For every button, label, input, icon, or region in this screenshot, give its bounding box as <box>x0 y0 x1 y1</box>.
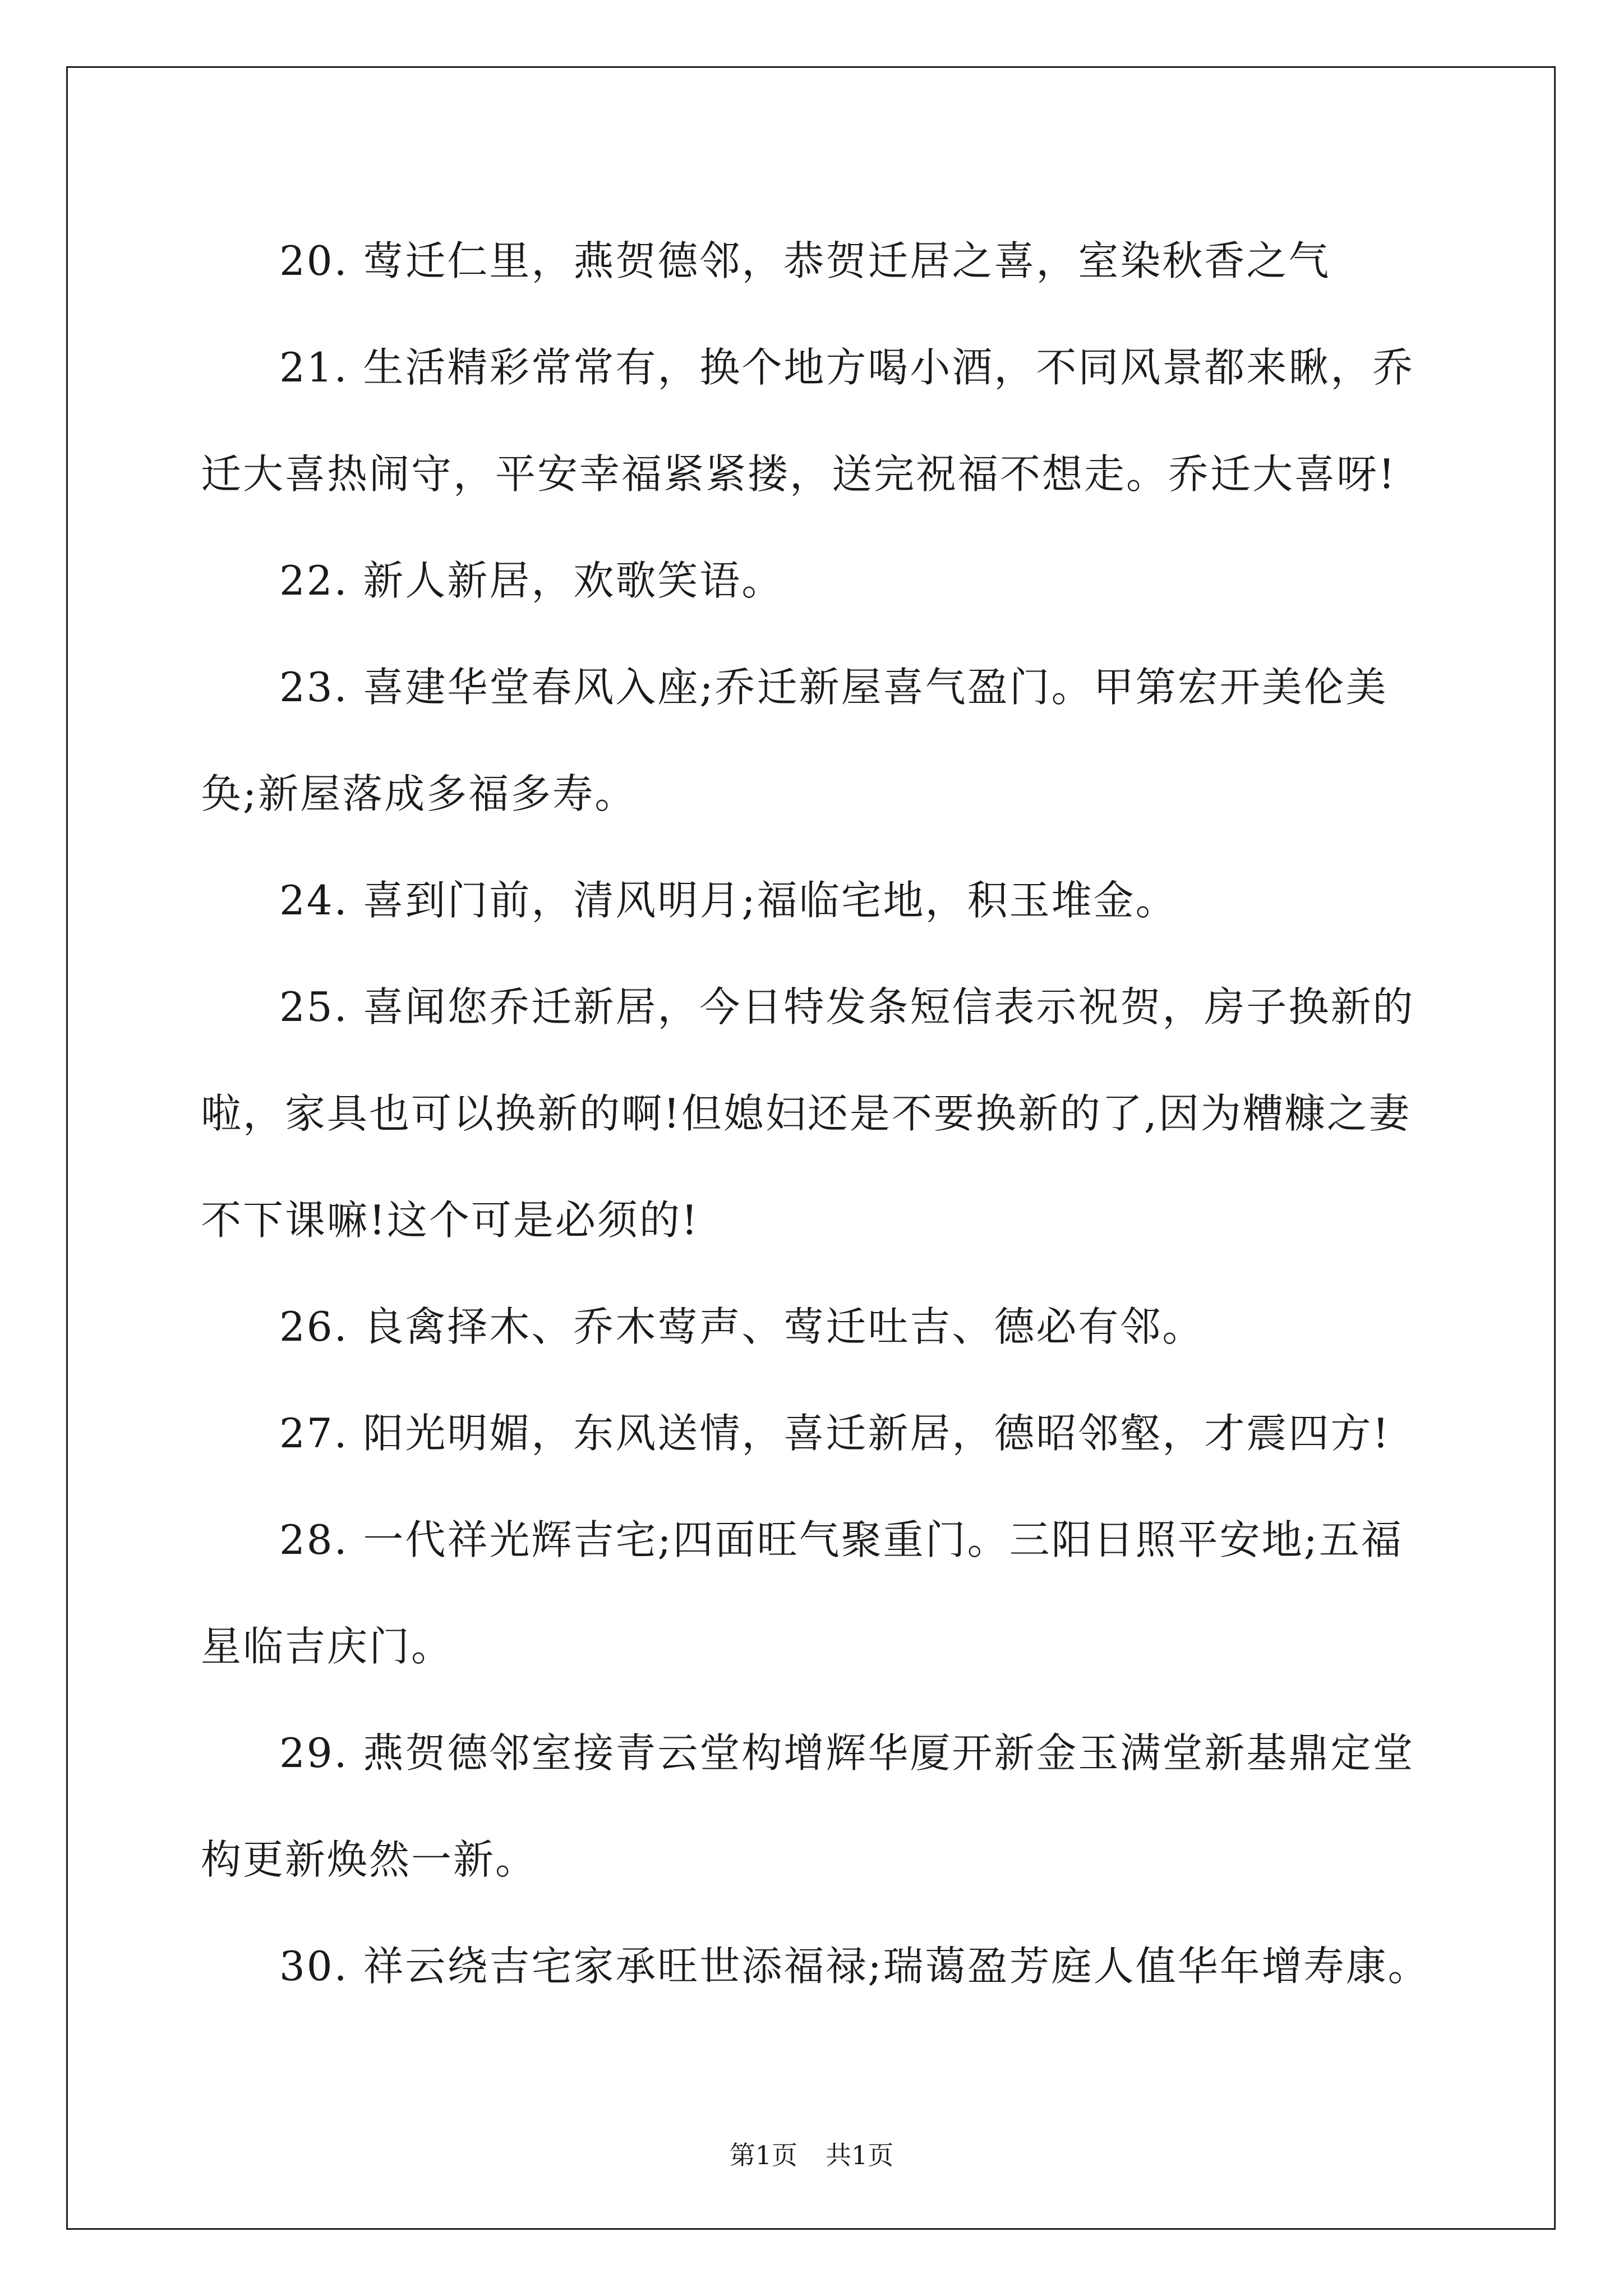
paragraph-28: 28. 一代祥光辉吉宅;四面旺气聚重门。三阳日照平安地;五福星临吉庆门。 <box>201 1516 1403 1670</box>
page-number-current: 第1页 <box>729 2140 797 2170</box>
page-footer <box>0 2138 1623 2172</box>
paragraph-21: 21. 生活精彩常常有，换个地方喝小酒，不同风景都来瞅，乔迁大喜热闹守，平安幸福紧紧搂，送完祝福不想走。乔迁大喜呀! <box>201 344 1415 498</box>
paragraph-29: 29. 燕贺德邻室接青云堂构增辉华厦开新金玉满堂新基鼎定堂构更新焕然一新。 <box>201 1729 1415 1883</box>
document-body <box>201 208 1435 2019</box>
paragraph-23: 23. 喜建华堂春风入座;乔迁新屋喜气盈门。甲第宏开美伦美奂;新屋落成多福多寿。 <box>201 664 1388 817</box>
paragraph-24: 24. 喜到门前，清风明月;福临宅地，积玉堆金。 <box>279 877 1178 924</box>
paragraph-27: 27. 阳光明媚，东风送情，喜迁新居，德昭邻壑，才震四方! <box>279 1410 1391 1457</box>
paragraph-26: 26. 良禽择木、乔木莺声、莺迁吐吉、德必有邻。 <box>279 1303 1205 1350</box>
paragraph-22: 22. 新人新居，欢歌笑语。 <box>279 557 784 604</box>
paragraph-30: 30. 祥云绕吉宅家承旺世添福禄;瑞蔼盈芳庭人值华年增寿康。 <box>279 1943 1430 1990</box>
paragraph-20: 20. 莺迁仁里，燕贺德邻，恭贺迁居之喜，室染秋香之气 <box>279 237 1331 284</box>
page-number-total: 共1页 <box>826 2140 894 2170</box>
paragraph-25: 25. 喜闻您乔迁新居，今日特发条短信表示祝贺，房子换新的啦，家具也可以换新的啊!但媳妇还是不要换新的了,因为糟糠之妻不下课嘛!这个可是必须的! <box>201 983 1415 1244</box>
